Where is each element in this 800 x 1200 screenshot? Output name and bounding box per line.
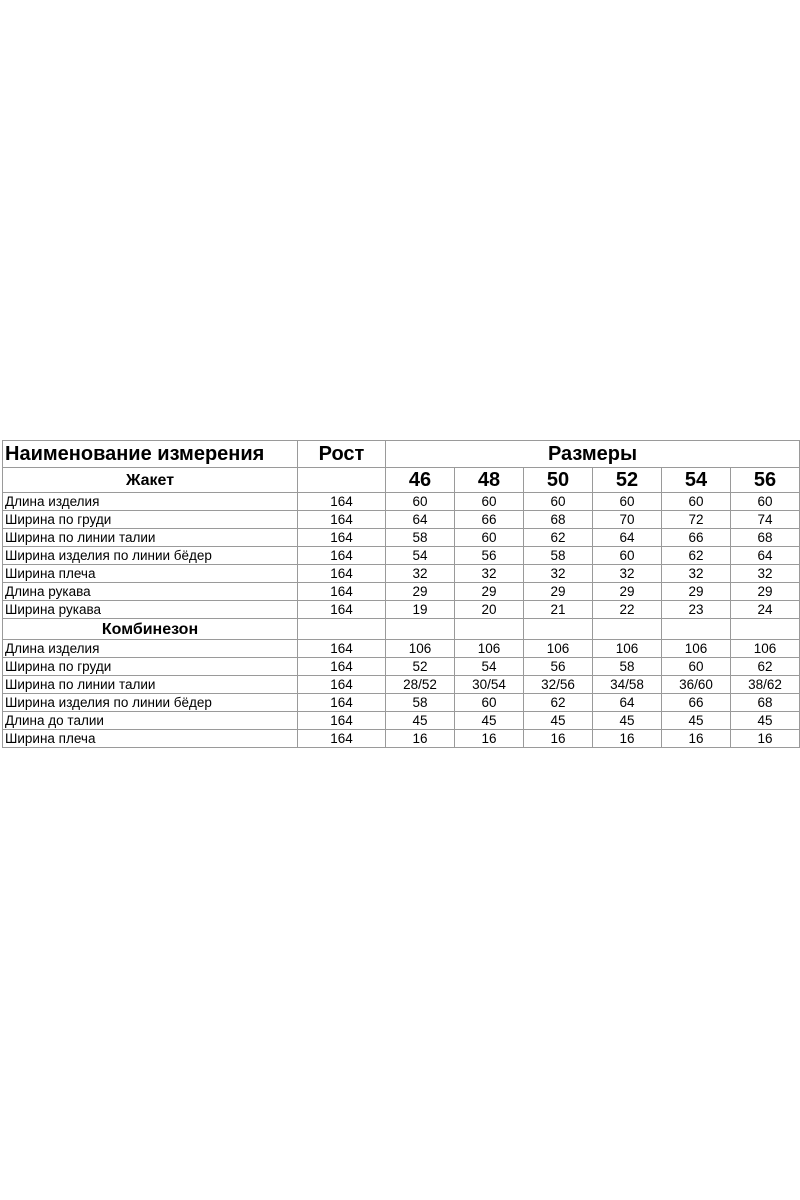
size-column-header: 54: [662, 468, 731, 493]
header-row: [3, 441, 800, 468]
size-value: 19: [386, 601, 455, 619]
size-value: 60: [662, 658, 731, 676]
size-value: 68: [524, 511, 593, 529]
size-value: 68: [731, 694, 800, 712]
height-value: 164: [298, 694, 386, 712]
size-value: 16: [731, 730, 800, 748]
header-measurement: Наименование измерения: [3, 441, 298, 468]
height-value: 164: [298, 658, 386, 676]
height-value: 164: [298, 493, 386, 511]
height-value: 164: [298, 529, 386, 547]
size-value: 62: [662, 547, 731, 565]
table-row: [3, 601, 800, 619]
size-value: 56: [524, 658, 593, 676]
size-value: 32/56: [524, 676, 593, 694]
table-row: [3, 694, 800, 712]
empty-cell: [662, 619, 731, 640]
height-value: 164: [298, 511, 386, 529]
size-value: 45: [662, 712, 731, 730]
size-value: 62: [731, 658, 800, 676]
height-value: 164: [298, 547, 386, 565]
size-value: 45: [455, 712, 524, 730]
size-value: 32: [593, 565, 662, 583]
size-value: 34/58: [593, 676, 662, 694]
size-value: 64: [593, 529, 662, 547]
size-value: 29: [731, 583, 800, 601]
size-value: 28/52: [386, 676, 455, 694]
table-row: [3, 493, 800, 511]
size-value: 106: [455, 640, 524, 658]
size-value: 60: [524, 493, 593, 511]
size-value: 106: [593, 640, 662, 658]
table-row: [3, 547, 800, 565]
measurement-name: Ширина по груди: [3, 658, 298, 676]
size-value: 22: [593, 601, 662, 619]
size-value: 54: [455, 658, 524, 676]
size-value: 45: [593, 712, 662, 730]
size-column-header: 46: [386, 468, 455, 493]
size-value: 52: [386, 658, 455, 676]
size-value: 45: [524, 712, 593, 730]
empty-cell: [455, 619, 524, 640]
size-column-header: 56: [731, 468, 800, 493]
size-value: 21: [524, 601, 593, 619]
table-row: [3, 676, 800, 694]
size-value: 64: [731, 547, 800, 565]
size-value: 106: [731, 640, 800, 658]
header-height: Рост: [298, 441, 386, 468]
measurement-name: Ширина изделия по линии бёдер: [3, 694, 298, 712]
height-value: 164: [298, 565, 386, 583]
size-value: 36/60: [662, 676, 731, 694]
size-value: 23: [662, 601, 731, 619]
section-title: Жакет: [3, 468, 298, 493]
measurement-name: Ширина рукава: [3, 601, 298, 619]
section-height-cell: [298, 468, 386, 493]
size-value: 29: [662, 583, 731, 601]
size-value: 70: [593, 511, 662, 529]
size-value: 58: [386, 529, 455, 547]
table-row: [3, 730, 800, 748]
measurement-name: Длина изделия: [3, 493, 298, 511]
size-value: 60: [455, 694, 524, 712]
size-value: 24: [731, 601, 800, 619]
size-value: 32: [455, 565, 524, 583]
measurement-name: Ширина плеча: [3, 565, 298, 583]
measurement-name: Длина рукава: [3, 583, 298, 601]
measurement-name: Ширина по линии талии: [3, 529, 298, 547]
empty-cell: [731, 619, 800, 640]
size-value: 16: [662, 730, 731, 748]
empty-cell: [524, 619, 593, 640]
size-value: 16: [386, 730, 455, 748]
section-title: Комбинезон: [3, 619, 298, 640]
height-value: 164: [298, 601, 386, 619]
size-value: 72: [662, 511, 731, 529]
height-value: 164: [298, 730, 386, 748]
header-sizes: Размеры: [386, 441, 800, 468]
size-value: 30/54: [455, 676, 524, 694]
size-value: 32: [386, 565, 455, 583]
measurement-name: Длина до талии: [3, 712, 298, 730]
size-value: 60: [593, 493, 662, 511]
height-value: 164: [298, 640, 386, 658]
size-value: 29: [455, 583, 524, 601]
table-row: [3, 583, 800, 601]
size-value: 106: [386, 640, 455, 658]
size-value: 68: [731, 529, 800, 547]
size-value: 38/62: [731, 676, 800, 694]
size-value: 32: [731, 565, 800, 583]
size-value: 58: [386, 694, 455, 712]
table-row: [3, 640, 800, 658]
measurement-name: Ширина изделия по линии бёдер: [3, 547, 298, 565]
table-row: [3, 529, 800, 547]
size-value: 20: [455, 601, 524, 619]
measurement-name: Ширина по линии талии: [3, 676, 298, 694]
size-value: 45: [731, 712, 800, 730]
section-row: [3, 619, 800, 640]
size-value: 62: [524, 529, 593, 547]
size-value: 58: [593, 658, 662, 676]
size-value: 106: [524, 640, 593, 658]
table-row: [3, 565, 800, 583]
empty-cell: [386, 619, 455, 640]
table-row: [3, 712, 800, 730]
size-value: 62: [524, 694, 593, 712]
empty-cell: [593, 619, 662, 640]
measurement-name: Ширина по груди: [3, 511, 298, 529]
size-value: 60: [455, 529, 524, 547]
size-value: 32: [662, 565, 731, 583]
size-value: 64: [386, 511, 455, 529]
height-value: 164: [298, 712, 386, 730]
size-value: 56: [455, 547, 524, 565]
table-row: [3, 658, 800, 676]
size-value: 16: [524, 730, 593, 748]
size-value: 66: [662, 529, 731, 547]
size-value: 60: [386, 493, 455, 511]
size-value: 106: [662, 640, 731, 658]
size-value: 60: [731, 493, 800, 511]
height-value: 164: [298, 676, 386, 694]
size-chart-table: [2, 440, 800, 748]
height-value: 164: [298, 583, 386, 601]
size-column-header: 50: [524, 468, 593, 493]
size-value: 60: [455, 493, 524, 511]
size-value: 66: [662, 694, 731, 712]
size-value: 29: [386, 583, 455, 601]
size-value: 16: [455, 730, 524, 748]
size-value: 29: [593, 583, 662, 601]
section-row: [3, 468, 800, 493]
size-value: 60: [662, 493, 731, 511]
size-value: 58: [524, 547, 593, 565]
section-height-cell: [298, 619, 386, 640]
size-column-header: 52: [593, 468, 662, 493]
size-value: 45: [386, 712, 455, 730]
size-value: 64: [593, 694, 662, 712]
table-body: [3, 441, 800, 748]
size-value: 66: [455, 511, 524, 529]
measurement-name: Длина изделия: [3, 640, 298, 658]
measurement-name: Ширина плеча: [3, 730, 298, 748]
size-column-header: 48: [455, 468, 524, 493]
size-value: 74: [731, 511, 800, 529]
size-value: 32: [524, 565, 593, 583]
size-value: 54: [386, 547, 455, 565]
table-row: [3, 511, 800, 529]
size-value: 29: [524, 583, 593, 601]
size-value: 16: [593, 730, 662, 748]
size-value: 60: [593, 547, 662, 565]
